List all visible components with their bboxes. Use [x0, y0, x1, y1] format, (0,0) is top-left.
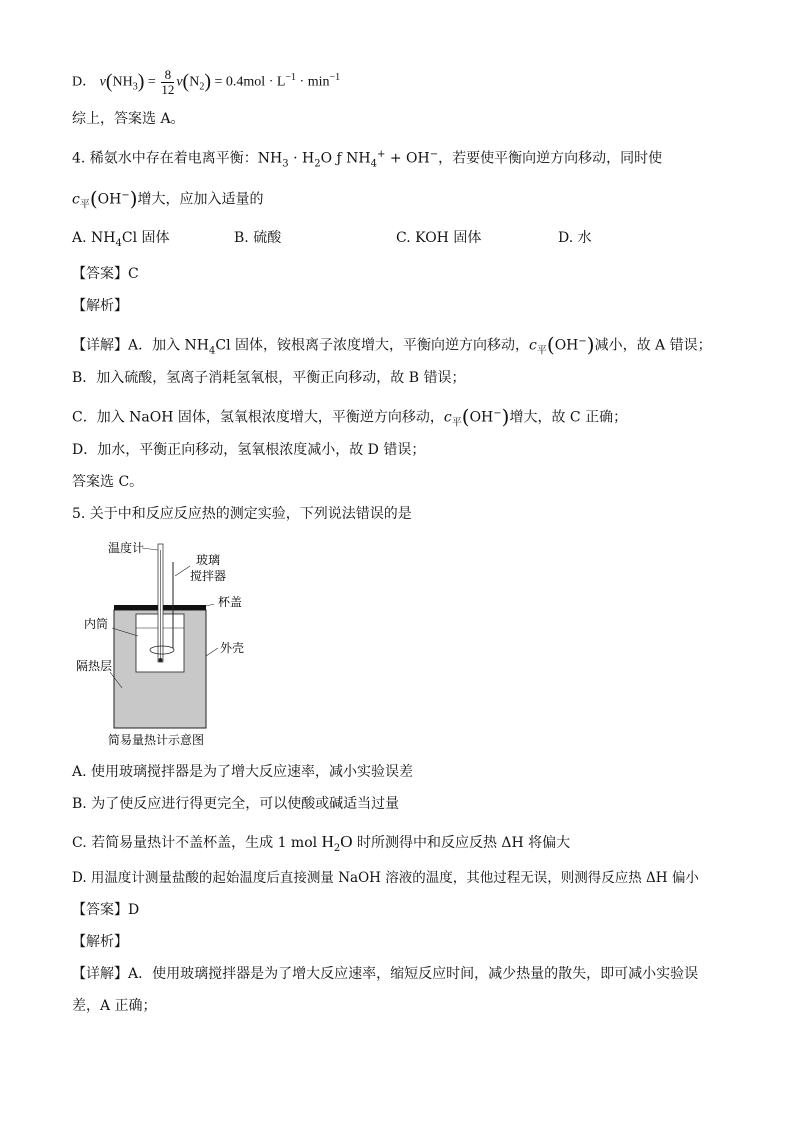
stem-text: ，若要使平衡向逆方向移动，同时使: [438, 150, 663, 167]
subscript: 平: [79, 199, 90, 211]
subscript: 2: [199, 81, 205, 93]
superscript: −1: [329, 72, 341, 84]
superscript: −: [429, 149, 439, 160]
subscript: 3: [282, 158, 289, 170]
formula-text: NH: [112, 74, 133, 90]
q5-analysis-heading: 【解析】: [72, 934, 128, 950]
detail-text: 减小，故 A 错误；: [594, 337, 712, 354]
q4-summary: 答案选 C。: [72, 474, 144, 490]
subscript: 平: [451, 417, 462, 429]
detail-text: 【详解】A．加入 NH: [72, 337, 210, 354]
option-text: C. 若简易量热计不盖杯盖，生成 1 mol: [72, 835, 322, 851]
q4-stem-continued: $c_平(OH^-)$增大，应加入适量的: [72, 186, 264, 211]
q4-analysis-heading: 【解析】: [72, 298, 128, 314]
numerator: 8: [161, 68, 174, 83]
q4-stem: [72, 145, 662, 174]
q5-detail-a-line2: 差，A 正确；: [72, 998, 157, 1014]
subscript: 4: [209, 345, 216, 357]
q4-option-d: D. 水: [558, 230, 592, 246]
option-text: Cl 固体: [121, 230, 170, 246]
diagram-caption: 简易量热计示意图: [108, 733, 205, 747]
q5-option-c: [72, 832, 570, 859]
stem-text: 4. 稀氨水中存在着电离平衡：NH: [72, 150, 283, 167]
label-inner: 内筒: [84, 617, 109, 631]
denominator: 12: [161, 82, 175, 97]
subscript: 4: [115, 237, 122, 249]
formula-text: N: [189, 74, 200, 90]
formula-text: OH: [469, 409, 494, 426]
velocity-symbol: v: [176, 74, 183, 90]
q5-option-b: B. 为了使反应进行得更完全，可以使酸或碱适当过量: [72, 796, 400, 812]
concentration-symbol: c: [72, 191, 80, 208]
formula-text: OH: [97, 191, 122, 208]
label-thermometer: 温度计: [108, 541, 145, 555]
stem-text: · H: [288, 150, 315, 167]
formula-text: O: [340, 832, 353, 851]
concentration-symbol: c: [443, 409, 452, 426]
option-label: D．: [72, 74, 97, 90]
superscript: −: [493, 408, 502, 419]
velocity-symbol: v: [99, 74, 106, 90]
subscript: 平: [536, 345, 547, 357]
q4-option-a: [72, 228, 170, 254]
formula-text: OH: [554, 337, 579, 354]
stem-text: 增大，应加入适量的: [137, 191, 264, 208]
q4-answer: 【答案】C: [72, 266, 139, 282]
fraction: [161, 68, 174, 97]
q4-option-c: C. KOH 固体: [396, 230, 482, 246]
label-stirrer-1: 玻璃: [196, 553, 221, 567]
q4-detail-a: 【详解】A．加入 $NH_4Cl$ 固体，铵根离子浓度增大，平衡向逆方向移动，$c_平(OH^-)$减小，故 A 错误；: [72, 332, 712, 357]
subscript: 4: [370, 158, 377, 170]
option-text: 时所测得中和反应反热 ΔH 将偏大: [352, 835, 571, 851]
option-text: A. NH: [72, 230, 116, 246]
q5-option-d: D. 用温度计测量盐酸的起始温度后直接测量 NaOH 溶液的温度，其他过程无误，则测得反应热 ΔH 偏小: [72, 870, 699, 886]
label-lid: 杯盖: [218, 595, 243, 609]
q4-detail-b: B．加入硫酸，氢离子消耗氢氧根，平衡正向移动，故 B 错误；: [72, 370, 466, 386]
stem-text: O ƒ NH: [320, 150, 371, 167]
q4-option-b: B. 硫酸: [234, 230, 282, 246]
label-insulation: 隔热层: [76, 659, 113, 673]
label-shell: 外壳: [220, 641, 245, 655]
subscript: 2: [333, 842, 341, 854]
stem-text: + OH: [385, 150, 430, 167]
option-d-formula: D． $v(NH_3)$ = $\frac{8}{12}$ $v(N_2) = 0.4mol \cdot L^{-1} \cdot \min^{-1}$: [72, 67, 341, 97]
superscript: −1: [285, 72, 297, 84]
superscript: −: [121, 190, 130, 201]
detail-text: Cl 固体，铵根离子浓度增大，平衡向逆方向移动，: [215, 337, 530, 354]
q5-detail-a-line1: 【详解】A．使用玻璃搅拌器是为了增大反应速率，缩短反应时间，减少热量的散失，即可减小实验误: [72, 966, 699, 982]
detail-text: 增大，故 C 正确；: [509, 409, 628, 426]
concentration-symbol: c: [529, 337, 537, 354]
calorimeter-diagram: [76, 540, 286, 750]
superscript: +: [377, 149, 386, 160]
q5-answer: 【答案】D: [72, 902, 140, 918]
q5-stem: 5. 关于中和反应反应热的测定实验，下列说法错误的是: [72, 506, 412, 522]
label-stirrer-2: 搅拌器: [190, 569, 227, 583]
q4-detail-c: C．加入 NaOH 固体，氢氧根浓度增大，平衡逆方向移动，$c_平(OH^-)$增大，故 C 正确；: [72, 404, 628, 429]
formula-text: · min: [296, 74, 330, 90]
formula-text: H: [321, 832, 334, 851]
thermometer-bulb: [159, 658, 163, 662]
superscript: −: [578, 336, 587, 347]
subscript: 3: [132, 81, 138, 93]
detail-text: C．加入 NaOH 固体，氢氧根浓度增大，平衡逆方向移动，: [72, 409, 444, 426]
q4-detail-d: D．加水，平衡正向移动，氢氧根浓度减小，故 D 错误；: [72, 442, 426, 458]
q5-option-a: A. 使用玻璃搅拌器是为了增大反应速率，减小实验误差: [72, 764, 414, 780]
subscript: 2: [314, 158, 321, 170]
formula-text: = 0.4mol · L: [214, 74, 286, 90]
equals-sign: =: [147, 74, 156, 90]
summary-line: 综上，答案选 A。: [72, 111, 185, 127]
